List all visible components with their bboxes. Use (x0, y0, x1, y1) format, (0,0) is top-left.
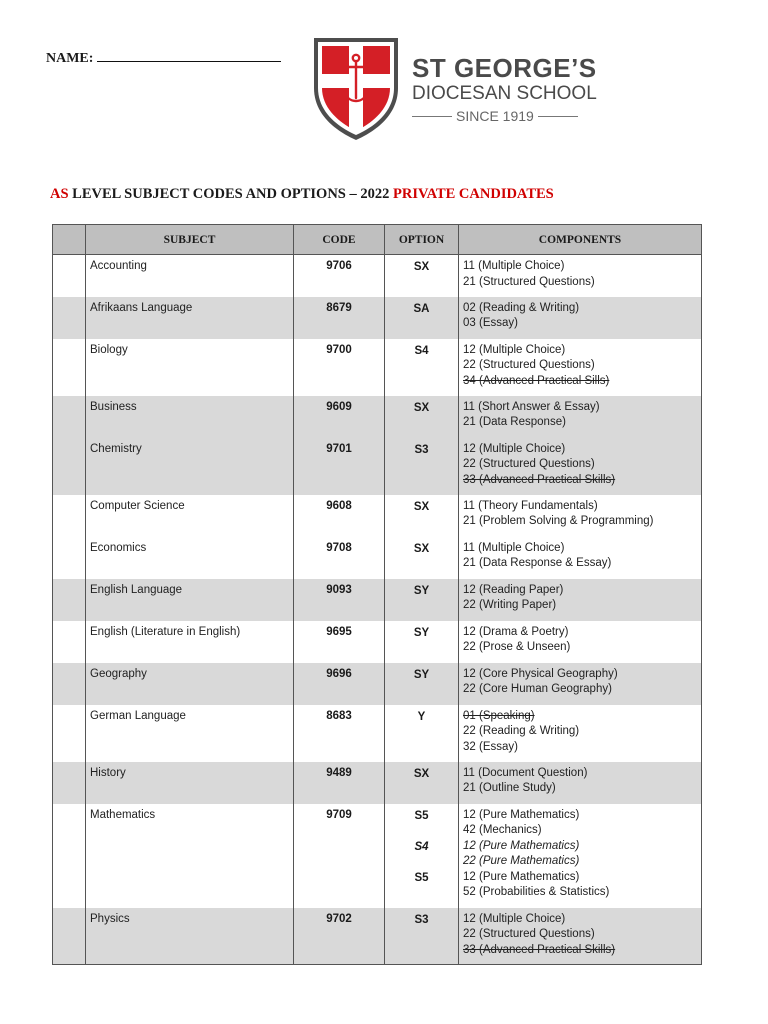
table-header-row (53, 225, 702, 255)
option-cell (385, 255, 459, 297)
subject-cell: German Language (86, 705, 294, 762)
component-item: 11 (Multiple Choice) (463, 260, 565, 272)
option-cell (385, 621, 459, 663)
subject-cell: Computer Science (86, 495, 294, 537)
option-value: SX (413, 500, 430, 513)
component-item: 21 (Structured Questions) (463, 275, 595, 288)
row-blank-cell (53, 438, 86, 495)
code-cell: 9609 (294, 396, 385, 438)
component-item: 11 (Document Question) (463, 766, 588, 779)
table-row (53, 339, 702, 396)
option-value: SX (413, 401, 430, 414)
components-cell (459, 663, 702, 705)
option-cell (385, 908, 459, 965)
header-option: OPTION (385, 225, 459, 255)
table-row (53, 579, 702, 621)
option-value: SY (413, 584, 430, 597)
table-row (53, 908, 702, 965)
option-cell (385, 339, 459, 396)
subject-cell: Economics (86, 537, 294, 579)
subject-cell: Geography (86, 663, 294, 705)
header-blank (53, 225, 86, 255)
component-item: 33 (Advanced Practical Skills) (463, 943, 616, 956)
components-cell (459, 339, 702, 396)
logo-rule-right (538, 116, 578, 117)
shield-anchor-icon (312, 36, 400, 142)
option-value: S4 (414, 840, 429, 853)
row-blank-cell (53, 396, 86, 438)
component-item: 42 (Mechanics) (463, 824, 542, 836)
component-item: 12 (Pure Mathematics) (463, 870, 580, 883)
component-item: 12 (Pure Mathematics) (463, 839, 580, 852)
component-item: 22 (Pure Mathematics) (463, 855, 580, 867)
table-row (53, 705, 702, 762)
subject-cell: Mathematics (86, 804, 294, 908)
component-item: 22 (Structured Questions) (463, 359, 595, 371)
option-value: SX (413, 767, 430, 780)
table-row (53, 297, 702, 339)
component-item: 52 (Probabilities & Statistics) (463, 886, 610, 898)
header-subject: SUBJECT (86, 225, 294, 255)
component-item: 21 (Data Response & Essay) (463, 557, 612, 569)
component-item: 12 (Core Physical Geography) (463, 667, 618, 680)
component-item: 12 (Multiple Choice) (463, 912, 566, 925)
option-value: S3 (414, 913, 429, 926)
code-cell: 8683 (294, 705, 385, 762)
subject-cell: Accounting (86, 255, 294, 297)
header-code: CODE (294, 225, 385, 255)
option-value: S3 (414, 443, 429, 456)
row-blank-cell (53, 255, 86, 297)
component-item: 22 (Structured Questions) (463, 458, 595, 470)
option-value: S5 (414, 871, 429, 884)
component-item: 21 (Outline Study) (463, 782, 556, 794)
component-item: 03 (Essay) (463, 317, 518, 329)
table-row (53, 255, 702, 297)
subject-codes-table (52, 224, 702, 965)
subject-cell: History (86, 762, 294, 804)
option-value: S4 (414, 344, 429, 357)
component-item: 21 (Data Response) (463, 416, 566, 428)
row-blank-cell (53, 663, 86, 705)
row-blank-cell (53, 495, 86, 537)
title-as: AS (50, 186, 69, 202)
option-value: SY (413, 626, 430, 639)
option-value: SY (413, 668, 430, 681)
component-item: 12 (Multiple Choice) (463, 343, 566, 356)
component-item: 11 (Short Answer & Essay) (463, 400, 600, 413)
component-item: 22 (Prose & Unseen) (463, 641, 571, 653)
code-cell: 9700 (294, 339, 385, 396)
components-cell (459, 621, 702, 663)
row-blank-cell (53, 579, 86, 621)
components-cell (459, 297, 702, 339)
logo-school-type: DIOCESAN SCHOOL (412, 83, 597, 104)
logo-rule-left (412, 116, 452, 117)
row-blank-cell (53, 705, 86, 762)
name-blank-line (97, 50, 281, 62)
table-row (53, 495, 702, 537)
logo-school-name: ST GEORGE’S (412, 53, 597, 83)
table-row (53, 663, 702, 705)
logo-since (412, 106, 597, 126)
component-item: 21 (Problem Solving & Programming) (463, 515, 654, 527)
option-value: Y (417, 710, 426, 723)
component-item: 12 (Pure Mathematics) (463, 808, 580, 821)
option-cell (385, 762, 459, 804)
row-blank-cell (53, 762, 86, 804)
code-cell: 9702 (294, 908, 385, 965)
components-cell (459, 705, 702, 762)
page-title (50, 186, 554, 203)
code-cell: 9708 (294, 537, 385, 579)
row-blank-cell (53, 804, 86, 908)
code-cell: 9709 (294, 804, 385, 908)
option-value: SA (413, 302, 430, 315)
row-blank-cell (53, 297, 86, 339)
code-cell: 9608 (294, 495, 385, 537)
subject-cell: Chemistry (86, 438, 294, 495)
title-private: PRIVATE CANDIDATES (393, 186, 554, 202)
title-main: LEVEL SUBJECT CODES AND OPTIONS – 2022 (68, 186, 393, 202)
option-cell (385, 705, 459, 762)
component-item: 22 (Reading & Writing) (463, 725, 580, 737)
subject-cell: Afrikaans Language (86, 297, 294, 339)
components-cell (459, 255, 702, 297)
components-cell (459, 579, 702, 621)
logo-since-text: SINCE 1919 (456, 108, 534, 124)
components-cell (459, 396, 702, 438)
name-label: NAME: (46, 51, 94, 66)
option-cell (385, 579, 459, 621)
option-cell (385, 495, 459, 537)
code-cell: 9695 (294, 621, 385, 663)
row-blank-cell (53, 339, 86, 396)
component-item: 22 (Writing Paper) (463, 599, 557, 611)
component-item: 11 (Multiple Choice) (463, 541, 565, 554)
option-value (385, 855, 458, 871)
subject-cell: English Language (86, 579, 294, 621)
logo-wordmark (412, 54, 597, 126)
component-item: 32 (Essay) (463, 740, 518, 753)
component-item: 12 (Multiple Choice) (463, 442, 566, 455)
component-item: 22 (Structured Questions) (463, 928, 595, 940)
component-item: 34 (Advanced Practical Sills) (463, 374, 610, 387)
table-row (53, 621, 702, 663)
component-item: 02 (Reading & Writing) (463, 301, 580, 314)
code-cell: 9093 (294, 579, 385, 621)
option-cell (385, 297, 459, 339)
code-cell: 9701 (294, 438, 385, 495)
code-cell: 9489 (294, 762, 385, 804)
option-cell (385, 396, 459, 438)
components-cell (459, 762, 702, 804)
option-value: S5 (414, 809, 429, 822)
table-row (53, 804, 702, 908)
table-row (53, 438, 702, 495)
option-value: SX (413, 542, 430, 555)
row-blank-cell (53, 537, 86, 579)
components-cell (459, 537, 702, 579)
header-components: COMPONENTS (459, 225, 702, 255)
subject-cell: Biology (86, 339, 294, 396)
option-value (385, 824, 458, 840)
component-item: 33 (Advanced Practical Skills) (463, 473, 616, 486)
subject-cell: Physics (86, 908, 294, 965)
option-value: SX (413, 261, 430, 273)
component-item: 22 (Core Human Geography) (463, 683, 612, 695)
component-item: 12 (Reading Paper) (463, 583, 564, 596)
table-row (53, 762, 702, 804)
table-body (53, 255, 702, 965)
component-item: 12 (Drama & Poetry) (463, 625, 569, 638)
option-cell (385, 537, 459, 579)
components-cell (459, 438, 702, 495)
school-logo (310, 36, 610, 144)
option-value (385, 886, 458, 902)
subject-cell: Business (86, 396, 294, 438)
components-cell (459, 495, 702, 537)
table-row (53, 396, 702, 438)
table-row (53, 537, 702, 579)
components-cell (459, 804, 702, 908)
row-blank-cell (53, 621, 86, 663)
code-cell: 8679 (294, 297, 385, 339)
option-cell (385, 804, 459, 908)
subject-cell: English (Literature in English) (86, 621, 294, 663)
components-cell (459, 908, 702, 965)
option-cell (385, 438, 459, 495)
row-blank-cell (53, 908, 86, 965)
option-cell (385, 663, 459, 705)
code-cell: 9706 (294, 255, 385, 297)
name-field (46, 50, 281, 67)
component-item: 11 (Theory Fundamentals) (463, 499, 598, 512)
code-cell: 9696 (294, 663, 385, 705)
component-item: 01 (Speaking) (463, 709, 535, 722)
